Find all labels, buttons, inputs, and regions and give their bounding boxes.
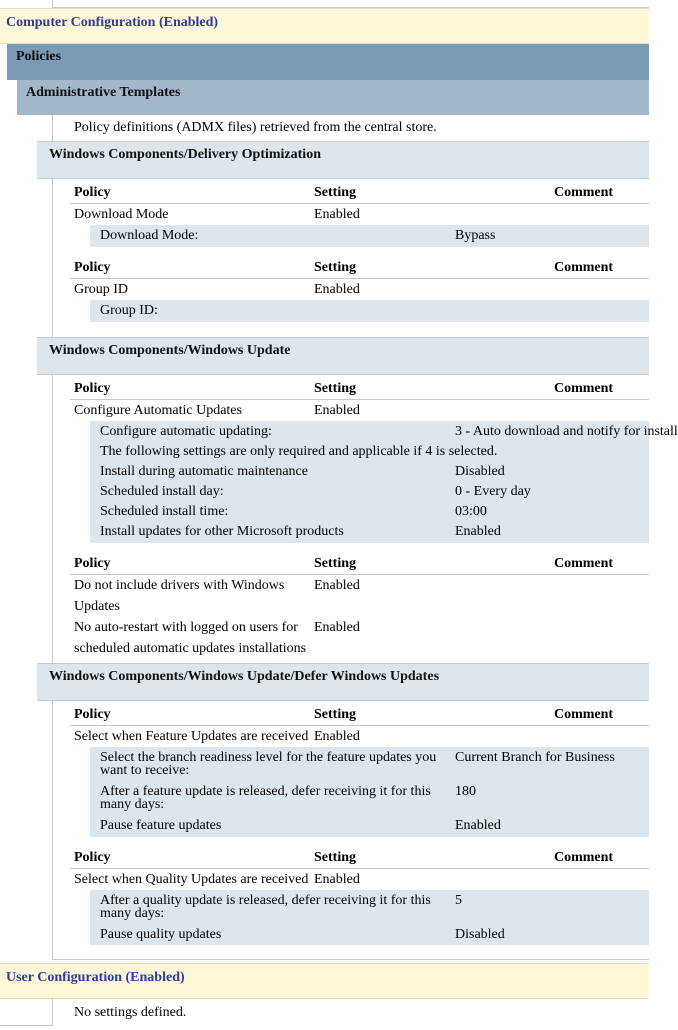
- col-header-comment: Comment: [554, 707, 614, 722]
- col-header-setting: Setting: [314, 185, 356, 200]
- header-divider: [70, 203, 649, 204]
- admin-templates-title: Administrative Templates: [26, 85, 181, 100]
- col-header-comment: Comment: [554, 260, 614, 275]
- feature-row-label: Select the branch readiness level for the feature updates you want to receive:: [100, 750, 437, 778]
- cau-row-value: 3 - Auto download and notify for install: [455, 424, 678, 439]
- cau-row-label: Scheduled install day:: [100, 484, 224, 499]
- section-delivery-optimization[interactable]: [37, 141, 649, 179]
- setting-quality-updates: Enabled: [314, 872, 360, 887]
- col-header-setting: Setting: [314, 260, 356, 275]
- policies-title: Policies: [16, 49, 62, 64]
- user-config-title[interactable]: User Configuration (Enabled): [6, 970, 185, 985]
- cau-row-label: Install during automatic maintenance: [100, 464, 308, 479]
- policy-configure-automatic-updates: Configure Automatic Updates: [74, 403, 242, 418]
- quality-row-label: After a quality update is released, defer receiving it for this many days:: [100, 893, 431, 921]
- setting-group-id: Enabled: [314, 282, 360, 297]
- col-header-comment: Comment: [554, 556, 614, 571]
- col-header-policy: Policy: [74, 260, 111, 275]
- computer-config-title[interactable]: Computer Configuration (Enabled): [6, 15, 219, 30]
- col-header-setting: Setting: [314, 381, 356, 396]
- col-header-setting: Setting: [314, 850, 356, 865]
- feature-row-label: Pause feature updates: [100, 818, 222, 833]
- admx-note: Policy definitions (ADMX files) retrieved from the central store.: [74, 120, 437, 135]
- col-header-policy: Policy: [74, 850, 111, 865]
- col-header-comment: Comment: [554, 381, 614, 396]
- policy-feature-updates: Select when Feature Updates are received: [74, 729, 309, 744]
- subrow-group-id: [90, 300, 649, 322]
- admin-templates-header[interactable]: [17, 80, 649, 115]
- subrow-download-mode-value: Bypass: [455, 228, 496, 243]
- section-defer-windows-updates[interactable]: [37, 663, 649, 701]
- computer-config-header[interactable]: [0, 8, 649, 44]
- setting-no-drivers: Enabled: [314, 578, 360, 593]
- col-header-comment: Comment: [554, 185, 614, 200]
- feature-row-label: After a feature update is released, defer receiving it for this many days:: [100, 784, 431, 812]
- section-windows-update-title: Windows Components/Windows Update: [49, 343, 291, 358]
- user-config-header[interactable]: [0, 963, 649, 999]
- section-windows-update[interactable]: [37, 337, 649, 375]
- policies-header[interactable]: [7, 44, 649, 80]
- section-delivery-optimization-title: Windows Components/Delivery Optimization: [49, 147, 321, 162]
- cau-row-note: The following settings are only required and applicable if 4 is selected.: [100, 444, 498, 459]
- subrow-download-mode-label: Download Mode:: [100, 228, 199, 243]
- header-divider: [70, 725, 649, 726]
- col-header-comment: Comment: [554, 850, 614, 865]
- setting-download-mode: Enabled: [314, 207, 360, 222]
- feature-row-value: Enabled: [455, 818, 501, 833]
- header-divider: [70, 868, 649, 869]
- cau-row-label: Scheduled install time:: [100, 504, 229, 519]
- quality-row-label: Pause quality updates: [100, 927, 222, 942]
- col-header-setting: Setting: [314, 556, 356, 571]
- setting-configure-automatic-updates: Enabled: [314, 403, 360, 418]
- setting-feature-updates: Enabled: [314, 729, 360, 744]
- tree-line-user: [52, 998, 53, 1026]
- quality-row-value: 5: [455, 893, 462, 908]
- cau-row-label: Configure automatic updating:: [100, 424, 272, 439]
- col-header-setting: Setting: [314, 707, 356, 722]
- feature-row-value: Current Branch for Business: [455, 750, 615, 765]
- cau-row-label: Install updates for other Microsoft products: [100, 524, 344, 539]
- tree-line-main: [52, 115, 53, 960]
- col-header-policy: Policy: [74, 556, 111, 571]
- header-divider: [70, 278, 649, 279]
- section-defer-windows-updates-title: Windows Components/Windows Update/Defer Windows Updates: [49, 669, 440, 684]
- setting-no-auto-restart: Enabled: [314, 620, 360, 635]
- subrow-group-id-label: Group ID:: [100, 303, 158, 318]
- policy-download-mode: Download Mode: [74, 207, 169, 222]
- col-header-policy: Policy: [74, 707, 111, 722]
- policy-quality-updates: Select when Quality Updates are received: [74, 872, 309, 887]
- tree-line-user-bottom: [0, 1025, 52, 1026]
- policy-no-drivers: Do not include drivers with Windows Updates: [74, 578, 285, 614]
- col-header-policy: Policy: [74, 185, 111, 200]
- header-divider: [70, 399, 649, 400]
- tree-line-main-bottom: [52, 959, 649, 960]
- quality-row-value: Disabled: [455, 927, 505, 942]
- policy-group-id: Group ID: [74, 282, 129, 297]
- col-header-policy: Policy: [74, 381, 111, 396]
- cau-row-value: 03:00: [455, 504, 487, 519]
- cau-row-value: Enabled: [455, 524, 501, 539]
- cau-row-value: 0 - Every day: [455, 484, 531, 499]
- policy-no-auto-restart: No auto-restart with logged on users for scheduled automatic updates installations: [74, 620, 307, 656]
- feature-row-value: 180: [455, 784, 476, 799]
- cau-row-value: Disabled: [455, 464, 505, 479]
- user-config-note: No settings defined.: [74, 1005, 187, 1020]
